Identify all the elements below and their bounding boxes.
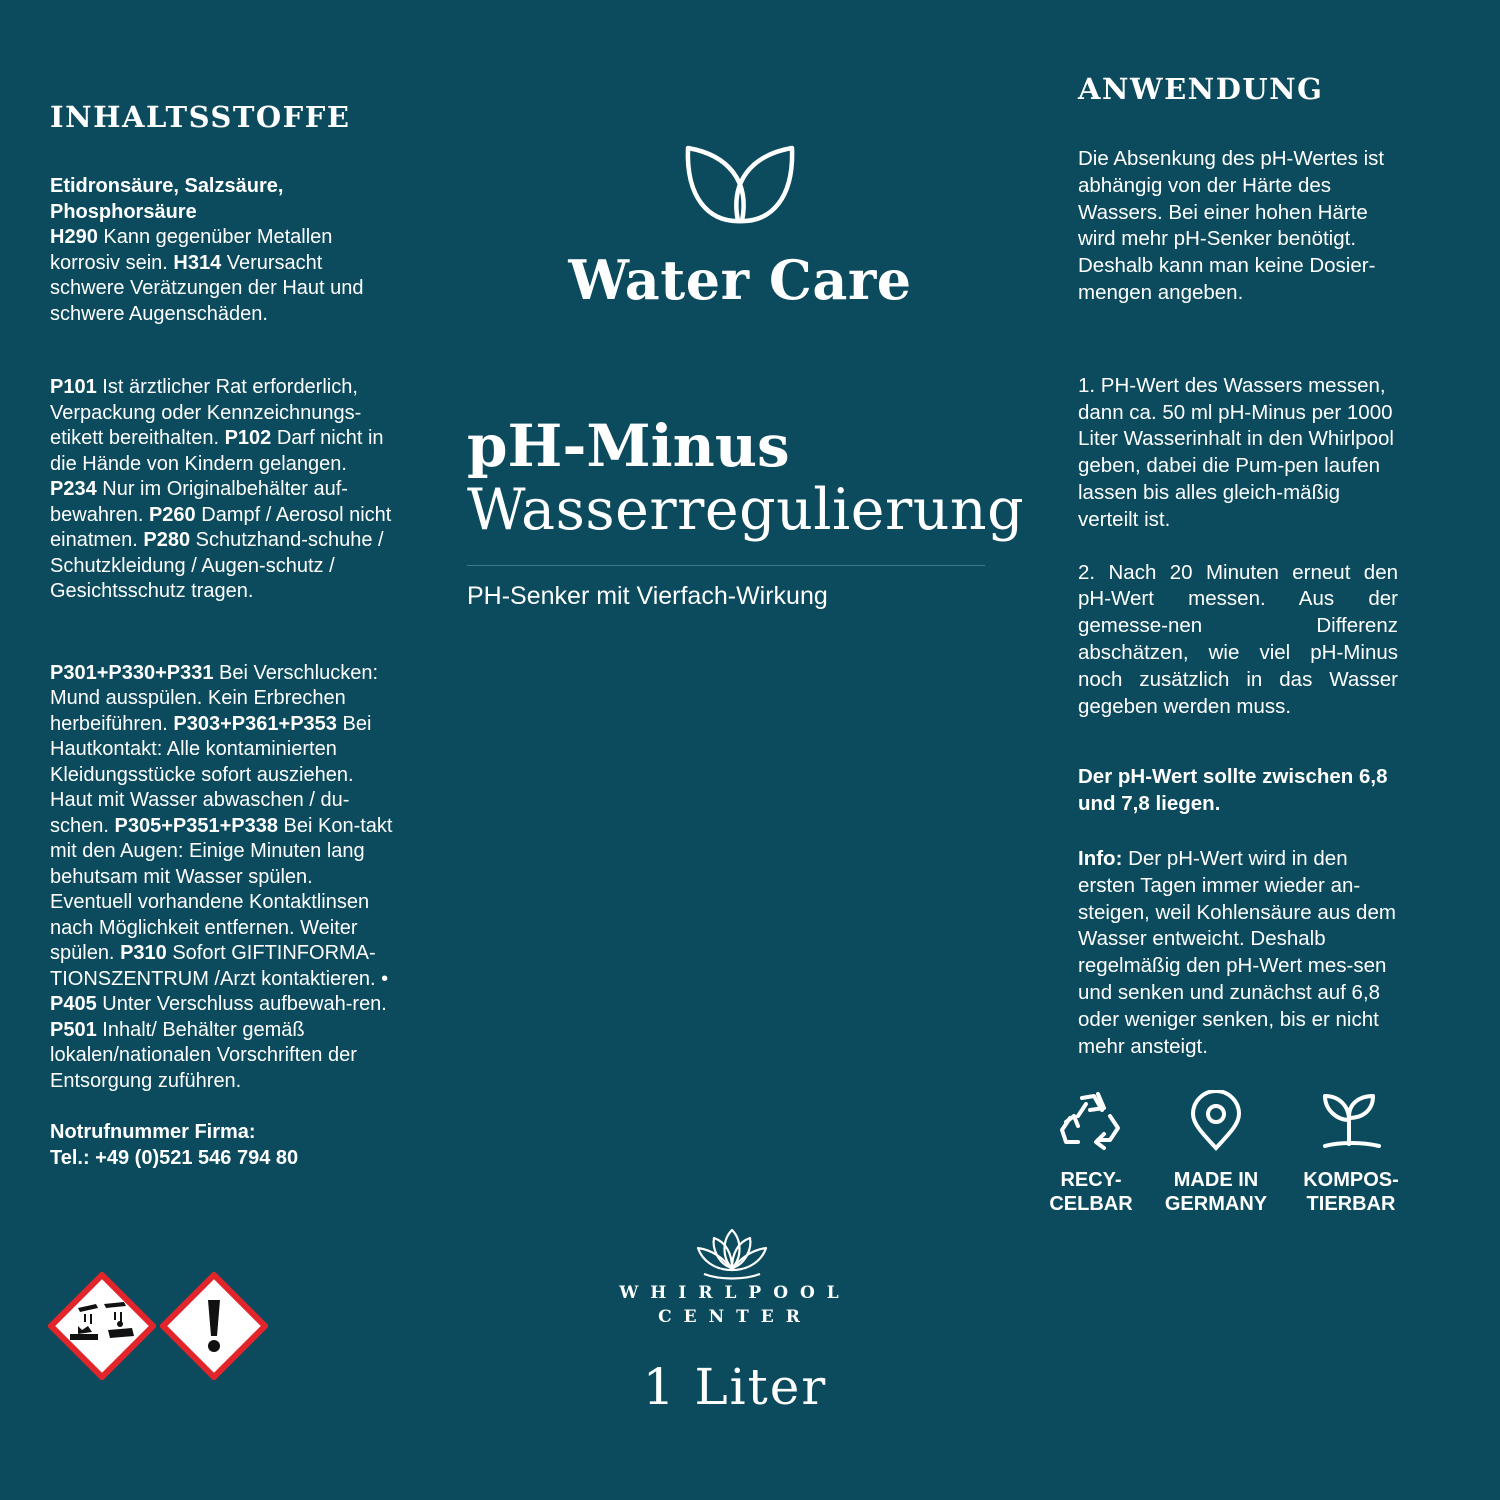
p-statements-block-1: P101 Ist ärztlicher Rat erforderlich, Verpackung oder Kennzeichnungs-etikett bereithalten. P102 Darf nicht in die Hände von Kindern gelangen. P234 Nur im Originalbehälter auf-bewahren. P260 Dampf / Aerosol nicht einatmen. P280 Schutzhand-schuhe / Schutzkleidung / Augen-schutz / Gesichtsschutz tragen. [50,376,392,602]
title-divider [467,565,985,566]
product-title: pH-Minus [467,412,790,480]
ingredients-heading: INHALTSSTOFFE [50,100,351,134]
ingredients-names: Etidronsäure, Salzsäure, Phosphorsäure [50,175,284,223]
info-text: Der pH-Wert wird in den ersten Tagen immer wieder an-steigen, weil Kohlensäure aus dem Wasser entweicht. Deshalb regelmäßig den pH-Wert mes-sen und senken und zunächst auf 6,8 oder weniger senken, bis er nicht mehr ansteigt. [1078,846,1396,1058]
brand-name: Water Care [568,248,912,312]
lotus-logo-icon [692,1226,772,1282]
usage-intro: Die Absenkung des pH-Wertes ist abhängig von der Härte des Wassers. Bei einer hohen Härte wird mehr pH-Senker benötigt. Deshalb kann man keine Dosier-mengen angeben. [1078,147,1385,304]
info-label: Info: [1078,846,1123,870]
feature-made-in-line2: GERMANY [1164,1193,1268,1215]
feature-recyclable-line2: CELBAR [1049,1193,1133,1215]
usage-step-1: 1. PH-Wert des Wassers messen, dann ca. 50 ml pH-Minus per 1000 Liter Wasserinhalt in den Whirlpool geben, dabei die Pum-pen laufen lassen bis alles gleich-mäßig verteilt ist. [1078,373,1394,531]
usage-heading: ANWENDUNG [1078,72,1324,106]
recycle-icon [1058,1090,1124,1152]
feature-recyclable-line1: RECY- [1060,1169,1122,1191]
usage-step-2: 2. Nach 20 Minuten erneut den pH-Wert messen. Aus der gemesse-nen Differenz abschätzen, wie viel pH-Minus noch zusätzlich in das Wasser gegeben werden muss. [1078,560,1398,718]
emergency-contact [50,1120,395,1171]
ph-range-note: Der pH-Wert sollte zwischen 6,8 und 7,8 liegen. [1078,765,1388,816]
emergency-label: Notrufnummer Firma: [50,1121,256,1143]
location-pin-icon [1189,1090,1243,1152]
h-statements: H290 Kann gegenüber Metallen korrosiv sein. H314 Verursacht schwere Verätzungen der Haut und schwere Augenschäden. [50,226,364,325]
ingredients-column [50,100,395,1171]
feature-made-in-line1: MADE IN [1173,1169,1259,1191]
company-name-line2: CENTER [658,1307,812,1327]
volume-label: 1 Liter [642,1358,828,1416]
product-tagline: PH-Senker mit Vierfach-Wirkung [467,582,828,610]
product-subtitle: Wasserregulierung [467,477,1025,543]
feature-compostable [1296,1090,1406,1216]
feature-recyclable [1045,1090,1137,1216]
exclamation-pictogram-icon [160,1272,268,1380]
feature-made-in-germany [1160,1090,1272,1216]
leaf-logo-icon [684,143,796,228]
feature-compostable-line2: TIERBAR [1306,1193,1396,1215]
ingredients-list [50,174,395,327]
p-statements-block-2: P301+P330+P331 Bei Verschlucken: Mund ausspülen. Kein Erbrechen herbeiführen. P303+P361+P353 Bei Hautkontakt: Alle kontaminierten Kleidungsstücke sofort ausziehen. Haut mit Wasser abwaschen / du-schen. P305+P351+P338 Bei Kon-takt mit den Augen: Einige Minuten lang behutsam mit Wasser spülen. Eventuell vorhandene Kontaktlinsen nach Möglichkeit entfernen. Weiter spülen. P310 Sofort GIFTINFORMA-TIONSZENTRUM /Arzt kontaktieren. • P405 Unter Verschluss aufbewah-ren. P501 Inhalt/ Behälter gemäß lokalen/nationalen Vorschriften der Entsorgung zuführen. [50,661,393,1092]
company-name-line1: WHIRLPOOL [619,1283,851,1303]
sprout-icon [1319,1090,1383,1152]
info-note [1078,846,1398,1060]
usage-column [1078,72,1398,1060]
feature-compostable-line1: KOMPOS- [1303,1169,1399,1191]
emergency-phone: Tel.: +49 (0)521 546 794 80 [50,1146,299,1169]
corrosive-pictogram-icon [48,1272,156,1380]
